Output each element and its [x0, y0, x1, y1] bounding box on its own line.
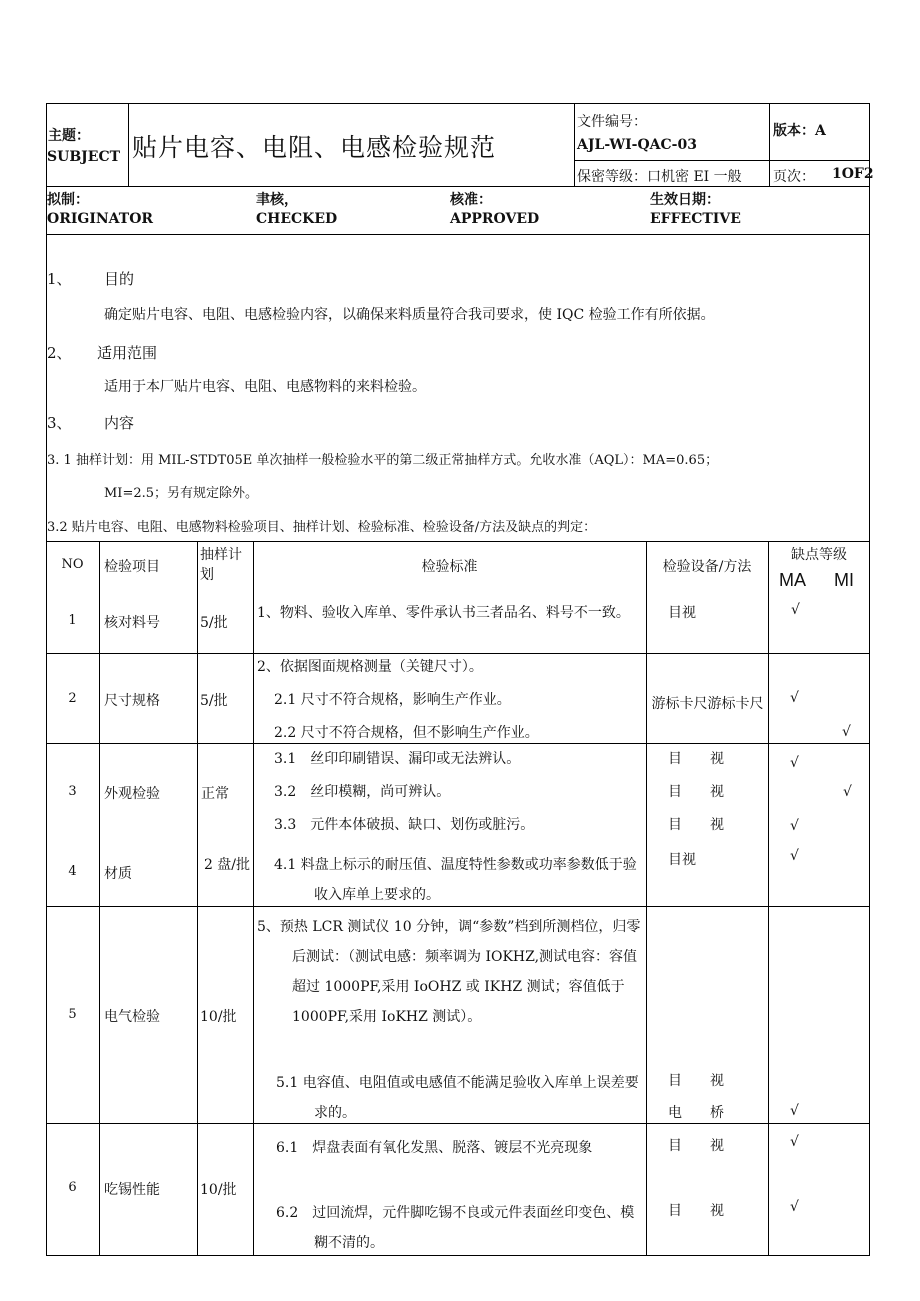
- header-divider: [574, 160, 870, 161]
- row-2-sample: 5/批: [200, 693, 228, 709]
- document-title: 贴片电容、电阻、电感检验规范: [132, 133, 497, 162]
- effective-label-en: EFFECTIVE: [650, 211, 741, 227]
- row-2-item: 尺寸规格: [104, 693, 160, 709]
- row-4-sample: 2 盘/批: [203, 857, 251, 873]
- row-5-item: 电气检验: [104, 1009, 160, 1025]
- row-5-equipment-2: 电 桥: [668, 1105, 724, 1121]
- originator-label-en: ORIGINATOR: [47, 211, 154, 227]
- header-equipment: 检验设备/方法: [662, 559, 752, 575]
- row-4-standard: 4.1 料盘上标示的耐压值、温度特性参数或功率参数低于验收入库单上要求的。: [274, 857, 637, 903]
- page-label: 页次：: [773, 169, 815, 185]
- row-5-standard-1: 5.1 电容值、电阻值或电感值不能满足验收入库单上误差要求的。: [276, 1075, 639, 1121]
- subject-label-cn: 主题：: [48, 128, 90, 144]
- section-2-body: 适用于本厂贴片电容、电阻、电感物料的来料检验。: [104, 379, 426, 395]
- row-3-mi-check: √: [843, 784, 852, 800]
- row-1-standard: 1、物料、验收入库单、零件承认书三者品名、料号不一致。: [257, 605, 630, 621]
- row-3-no: 3: [68, 784, 77, 799]
- table-row-divider: [46, 743, 870, 744]
- row-3-standard-3: 3.3 元件本体破损、缺口、划伤或脏污。: [274, 817, 535, 833]
- doc-number: AJL-WI-QAC-03: [577, 137, 697, 153]
- row-2-equipment: 游标卡尺游标卡尺: [651, 696, 764, 712]
- row-3-equipment-3: 目 视: [668, 817, 724, 833]
- section-1-title: 目的: [104, 270, 135, 288]
- section-2-title: 适用范围: [97, 344, 158, 362]
- row-5-ma-check: √: [790, 1103, 799, 1119]
- table-col-divider: [253, 541, 254, 1256]
- row-2-standard-0: 2、依据图面规格测量（关键尺寸）。: [257, 659, 483, 675]
- row-6-equipment-2: 目 视: [668, 1203, 724, 1219]
- signature-divider: [46, 234, 870, 235]
- row-5-no: 5: [68, 1007, 77, 1022]
- table-row-divider: [46, 653, 870, 654]
- row-5-sample: 10/批: [200, 1009, 237, 1025]
- section-3-title: 内容: [104, 414, 135, 432]
- row-5-standard-0: 5、预热 LCR 测试仪 10 分钟，调“参数”档到所测档位，归零后测试：（测试电感：频率调为 IOKHZ,测试电容：容值超过 1000PF,采用 IoOHZ 或 IKHZ 测试；容值低于 1000PF,采用 IoKHZ 测试）。: [257, 919, 641, 1025]
- row-1-no: 1: [68, 613, 77, 628]
- row-6-ma-check-2: √: [790, 1199, 799, 1215]
- row-2-standard-1: 2.1 尺寸不符合规格，影响生产作业。: [274, 692, 511, 708]
- table-col-divider: [197, 541, 198, 1256]
- row-2-standard-2: 2.2 尺寸不符合规格，但不影响生产作业。: [274, 725, 539, 741]
- header-ma: MA: [779, 570, 806, 590]
- approved-label-cn: 核准：: [450, 192, 492, 208]
- page-value: 1OF2: [832, 166, 874, 182]
- header-divider: [46, 186, 870, 187]
- checked-label-en: CHECKED: [256, 211, 338, 227]
- row-4-equipment: 目视: [668, 852, 696, 868]
- row-2-no: 2: [68, 691, 77, 706]
- row-5-equipment-1: 目 视: [668, 1073, 724, 1089]
- section-1-number: 1、: [47, 270, 72, 288]
- table-col-divider: [99, 541, 100, 1256]
- row-4-item: 材质: [104, 866, 132, 882]
- row-3-standard-2: 3.2 丝印模糊，尚可辨认。: [274, 784, 451, 800]
- row-6-standard-2: 6.2 过回流焊，元件脚吃锡不良或元件表面丝印变色、模糊不清的。: [276, 1205, 635, 1251]
- row-6-ma-check-1: √: [790, 1134, 799, 1150]
- row-3-ma-check-1: √: [790, 755, 799, 771]
- row-6-sample: 10/批: [200, 1182, 237, 1198]
- section-3-1-line1: 3. 1 抽样计划：用 MIL-STDT05E 单次抽样一般检验水平的第二级正常抽样方式。允收水准（AQL）：MA=0.65；: [47, 453, 719, 468]
- version: 版本：A: [773, 123, 826, 139]
- header-standard: 检验标准: [421, 559, 478, 575]
- subject-label-en: SUBJECT: [47, 149, 121, 165]
- section-1-body: 确定贴片电容、电阻、电感检验内容，以确保来料质量符合我司要求，使 IQC 检验工作有所依据。: [104, 307, 715, 323]
- row-6-standard-1: 6.1 焊盘表面有氧化发黑、脱落、镀层不光亮现象: [276, 1140, 593, 1156]
- table-col-divider: [646, 541, 647, 1256]
- header-defect: 缺点等级: [791, 547, 847, 563]
- row-4-ma-check: √: [790, 848, 799, 864]
- header-item: 检验项目: [104, 559, 160, 575]
- row-1-item: 核对料号: [104, 615, 160, 631]
- header-mi: MI: [834, 570, 854, 590]
- row-1-sample: 5/批: [200, 615, 228, 631]
- row-2-ma-check: √: [790, 690, 799, 706]
- effective-label-cn: 生效日期：: [650, 192, 720, 208]
- security-level: 保密等级：口机密 EI 一般: [577, 169, 742, 185]
- section-2-number: 2、: [47, 344, 72, 362]
- originator-label-cn: 拟制：: [47, 192, 89, 208]
- section-3-number: 3、: [47, 414, 72, 432]
- doc-number-label: 文件编号：: [577, 114, 647, 130]
- approved-label-en: APPROVED: [450, 211, 540, 227]
- header-no: NO: [61, 557, 84, 572]
- row-1-ma-check: √: [791, 602, 800, 618]
- header-sample: 抽样计划: [200, 547, 242, 583]
- row-6-item: 吃锡性能: [104, 1182, 160, 1198]
- table-col-divider: [768, 541, 769, 1256]
- checked-label-cn: 聿核，: [256, 192, 298, 208]
- row-2-mi-check: √: [842, 724, 851, 740]
- section-3-1-line2: MI=2.5；另有规定除外。: [104, 486, 259, 501]
- header-divider: [128, 103, 129, 186]
- header-divider: [574, 103, 575, 186]
- row-3-equipment-2: 目 视: [668, 784, 724, 800]
- row-3-standard-1: 3.1 丝印印刷错误、漏印或无法辨认。: [274, 751, 521, 767]
- table-border: [46, 541, 870, 542]
- section-3-2: 3.2 贴片电容、电阻、电感物料检验项目、抽样计划、检验标准、检验设备/方法及缺点的判定：: [47, 520, 597, 535]
- header-divider: [769, 103, 770, 186]
- row-6-equipment-1: 目 视: [668, 1138, 724, 1154]
- row-6-no: 6: [68, 1180, 77, 1195]
- row-3-item: 外观检验: [104, 786, 160, 802]
- row-3-ma-check-2: √: [790, 818, 799, 834]
- row-3-equipment-1: 目 视: [668, 751, 724, 767]
- row-3-sample: 正常: [201, 786, 229, 802]
- row-1-equipment: 目视: [668, 605, 696, 621]
- row-4-no: 4: [68, 864, 77, 879]
